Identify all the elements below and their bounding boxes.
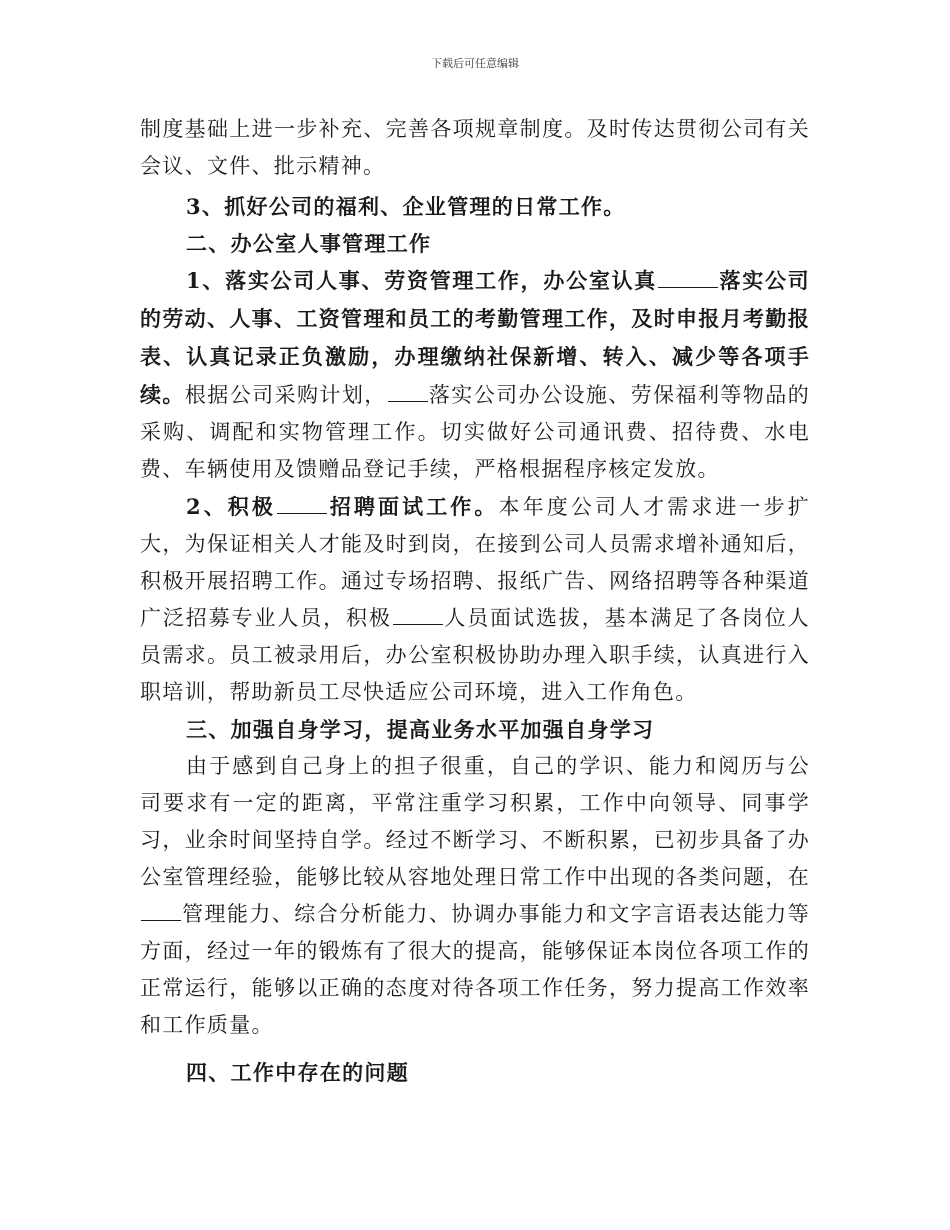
section-heading-personnel: 二、办公室人事管理工作 xyxy=(186,231,432,256)
paragraph-personnel-text-a: 根据公司采购计划， xyxy=(184,383,387,407)
page-header: 下载后可任意编辑 xyxy=(431,57,519,70)
paragraph-regulations: 制度基础上进一步补充、完善各项规章制度。及时传达贯彻公司有关会议、文件、批示精神。 xyxy=(140,117,810,178)
section-heading-problems: 四、工作中存在的问题 xyxy=(186,1060,409,1085)
blank-underline xyxy=(141,898,181,921)
blank-underline xyxy=(393,602,443,625)
section-heading-self-study: 三、加强自身学习，提高业务水平加强自身学习 xyxy=(186,717,655,742)
blank-underline xyxy=(277,491,327,514)
paragraph-recruitment-bold-a: 2、积极 xyxy=(186,494,277,519)
paragraph-personnel-text-b: 落实公司办公设施、劳保福利等物品的采购、调配和实物管理工作。切实做好公司通讯费、招待费、水电费、车辆使用及馈赠品登记手续，严格根据程序核定发放。 xyxy=(140,383,810,481)
paragraph-recruitment-text-a: 本年度公司人才需求进一步扩大，为保证相关人才能及时到岗，在接到公司人员需求增补通知后，积极开展招聘工作。通过专场招聘、报纸广告、网络招聘等各种渠道广泛招募专业人员，积极 xyxy=(140,495,811,630)
paragraph-self-study-text-b: 管理能力、综合分析能力、协调办事能力和文字言语表达能力等方面，经过一年的锻炼有了很大的提高，能够保证本岗位各项工作的正常运行，能够以正确的态度对待各项工作任务，努力提高工作效率和工作质量。 xyxy=(140,902,810,1037)
paragraph-recruitment xyxy=(140,488,810,711)
paragraph-personnel-bold-a: 1、落实公司人事、劳资管理工作，办公室认真 xyxy=(186,268,658,293)
paragraph-welfare: 3、抓好公司的福利、企业管理的日常工作。 xyxy=(186,194,626,219)
paragraph-self-study xyxy=(140,748,810,1044)
paragraph-personnel-management xyxy=(140,262,810,488)
blank-underline xyxy=(388,379,428,402)
paragraph-personnel-bold-b: 落实公司的劳动、人事、工资管理和员工的考勤管理工作，及时申报月考勤报表、认真记录正负激励，办理缴纳社保新增、转入、减少等各项手续。 xyxy=(140,268,810,407)
document-body xyxy=(140,111,810,1091)
paragraph-self-study-text-a: 由于感到自己身上的担子很重，自己的学识、能力和阅历与公司要求有一定的距离，平常注重学习积累，工作中向领导、同事学习，业余时间坚持自学。经过不断学习、不断积累，已初步具备了办公室管理经验，能够比较从容地处理日常工作中出现的各类问题，在 xyxy=(140,754,810,889)
blank-underline xyxy=(658,265,718,288)
paragraph-recruitment-bold-b: 招聘面试工作。 xyxy=(328,494,499,519)
paragraph-recruitment-text-b: 人员面试选拔，基本满足了各岗位人员需求。员工被录用后，办公室积极协助办理入职手续，认真进行入职培训，帮助新员工尽快适应公司环境，进入工作角色。 xyxy=(140,606,810,704)
